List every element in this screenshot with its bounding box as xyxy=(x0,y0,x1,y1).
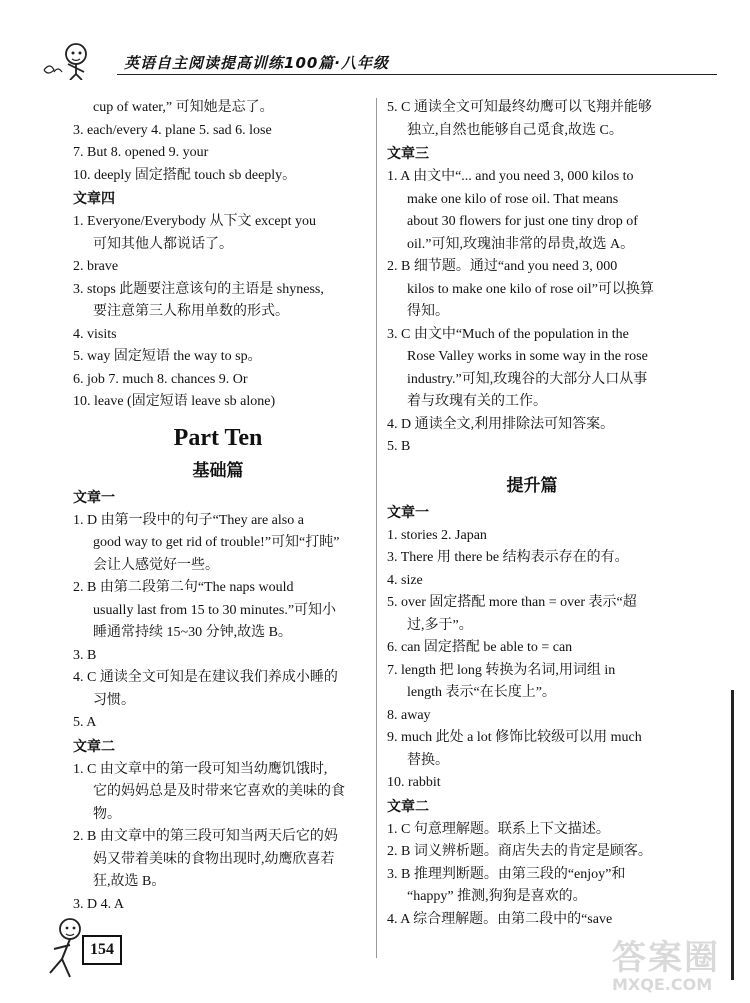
answer-line: oil.”可知,玫瑰油非常的昂贵,故选 A。 xyxy=(407,236,635,252)
answer-line: 10. leave (固定短语 leave sb alone) xyxy=(73,394,276,409)
answer-line: 3. stops 此题要注意该句的主语是 shyness, xyxy=(73,281,324,297)
answer-line: industry.”可知,玫瑰谷的大部分人口从事 xyxy=(407,371,648,387)
answer-line: 1. C 句意理解题。联系上下文描述。 xyxy=(387,821,610,837)
answer-line: 1. A 由文中“... and you need 3, 000 kilos to xyxy=(387,169,634,184)
answer-line: “happy” 推测,狗狗是喜欢的。 xyxy=(407,889,587,904)
answer-line: 得知。 xyxy=(407,304,449,319)
answer-line: 2. B 细节题。通过“and you need 3, 000 xyxy=(387,259,618,274)
column-divider xyxy=(376,98,377,958)
answer-line: 4. visits xyxy=(73,326,117,342)
answer-line: 会让人感觉好一些。 xyxy=(93,557,219,573)
answer-line: 7. length 把 long 转换为名词,用词组 in xyxy=(387,662,616,678)
answer-line: 10. rabbit xyxy=(387,775,441,790)
watermark-url: MXQE.COM xyxy=(612,975,713,994)
header-rule xyxy=(117,74,717,75)
answer-line: 2. B 由第二段第二句“The naps would xyxy=(73,580,294,595)
answer-line: 2. B 词义辨析题。商店失去的肯定是顾客。 xyxy=(387,844,652,859)
page-edge-rule xyxy=(731,690,734,980)
page-number: 154 xyxy=(82,935,122,965)
answer-line: kilos to make one kilo of rose oil”可以换算 xyxy=(407,281,654,297)
answer-line: 5. C 通读全文可知最终幼鹰可以飞翔并能够 xyxy=(387,100,652,115)
text-line: 3. each/every 4. plane 5. sad 6. lose xyxy=(73,122,272,138)
section-heading: 文章三 xyxy=(387,146,429,162)
answer-line: 1. stories 2. Japan xyxy=(387,527,487,543)
answer-line: 1. Everyone/Everybody 从下文 except you xyxy=(73,214,316,229)
answer-line: 9. much 此处 a lot 修饰比较级可以用 much xyxy=(387,730,642,745)
section-heading: 文章二 xyxy=(387,798,429,815)
section-heading: 文章一 xyxy=(387,504,429,521)
text-line: 7. But 8. opened 9. your xyxy=(73,145,209,160)
text-line: 10. deeply 固定搭配 touch sb deeply。 xyxy=(73,167,297,183)
answer-line: 2. brave xyxy=(73,259,119,274)
answer-line: 4. C 通读全文可知是在建议我们养成小睡的 xyxy=(73,670,338,685)
answer-line: 习惯。 xyxy=(93,692,135,708)
answer-line: 6. can 固定搭配 be able to = can xyxy=(387,640,573,655)
answer-line: 4. A 综合理解题。由第二段中的“save xyxy=(387,911,613,927)
answer-line: 5. B xyxy=(387,439,411,454)
answer-line: 要注意第三人称用单数的形式。 xyxy=(93,304,289,319)
part-title: Part Ten xyxy=(173,424,263,451)
answer-line: 1. D 由第一段中的句子“They are also a xyxy=(73,512,304,528)
answer-line: length 表示“在长度上”。 xyxy=(407,685,556,700)
answer-line: 3. B xyxy=(73,647,97,663)
answer-line: 3. C 由文中“Much of the population in the xyxy=(387,326,629,342)
answer-line: 睡通常持续 15~30 分钟,故选 B。 xyxy=(93,625,292,640)
answer-line: 过,多于”。 xyxy=(407,617,473,633)
book-title: 英语自主阅读提高训练100篇·八年级 xyxy=(124,54,390,72)
page-header xyxy=(22,40,722,80)
answer-line: 4. D 通读全文,利用排除法可知答案。 xyxy=(387,416,615,432)
answer-line: 可知其他人都说话了。 xyxy=(93,236,233,252)
section-heading: 文章一 xyxy=(73,489,115,506)
answer-line: 5. over 固定搭配 more than = over 表示“超 xyxy=(387,595,637,610)
answer-line: make one kilo of rose oil. That means xyxy=(407,191,619,207)
watermark xyxy=(612,930,720,994)
left-column xyxy=(73,97,363,916)
answer-line: 妈又带着美味的食物出现时,幼鹰欣喜若 xyxy=(93,851,335,867)
section-heading: 文章二 xyxy=(73,738,115,755)
answer-line: 1. C 由文章中的第一段可知当幼鹰饥饿时, xyxy=(73,761,328,777)
answer-line: about 30 flowers for just one tiny drop of xyxy=(407,214,638,229)
answer-line: 它的妈妈总是及时带来它喜欢的美味的食 xyxy=(93,784,345,799)
answer-line: usually last from 15 to 30 minutes.”可知小 xyxy=(93,602,337,618)
answer-line: good way to get rid of trouble!”可知“打盹” xyxy=(93,535,340,550)
answer-line: 2. B 由文章中的第三段可知当两天后它的妈 xyxy=(73,829,338,844)
answer-line: 3. B 推理判断题。由第三段的“enjoy”和 xyxy=(387,866,626,882)
answer-line: 3. There 用 there be 结构表示存在的有。 xyxy=(387,550,629,565)
answer-line: 独立,自然也能够自己觅食,故选 C。 xyxy=(407,122,623,138)
answer-line: 6. job 7. much 8. chances 9. Or xyxy=(73,371,248,387)
section-heading: 文章四 xyxy=(73,191,115,207)
answer-line: Rose Valley works in some way in the rose xyxy=(407,349,648,364)
text-line: cup of water,” 可知她是忘了。 xyxy=(93,100,274,115)
answer-line: 8. away xyxy=(387,707,431,723)
answer-line: 4. size xyxy=(387,572,423,588)
advanced-section-title: 提升篇 xyxy=(506,475,558,496)
right-column xyxy=(387,97,677,931)
cartoon-kid-logo-icon xyxy=(40,40,100,80)
answer-line: 3. D 4. A xyxy=(73,896,124,912)
watermark-text: 答案圈 xyxy=(612,938,720,978)
answer-line: 替换。 xyxy=(407,752,449,768)
answer-line: 物。 xyxy=(93,806,121,822)
answer-line: 5. way 固定短语 the way to sp。 xyxy=(73,349,262,364)
answer-line: 狂,故选 B。 xyxy=(93,874,166,889)
answer-line: 着与玫瑰有关的工作。 xyxy=(407,394,547,409)
answer-line: 5. A xyxy=(73,715,97,730)
basic-section-title: 基础篇 xyxy=(192,460,244,481)
